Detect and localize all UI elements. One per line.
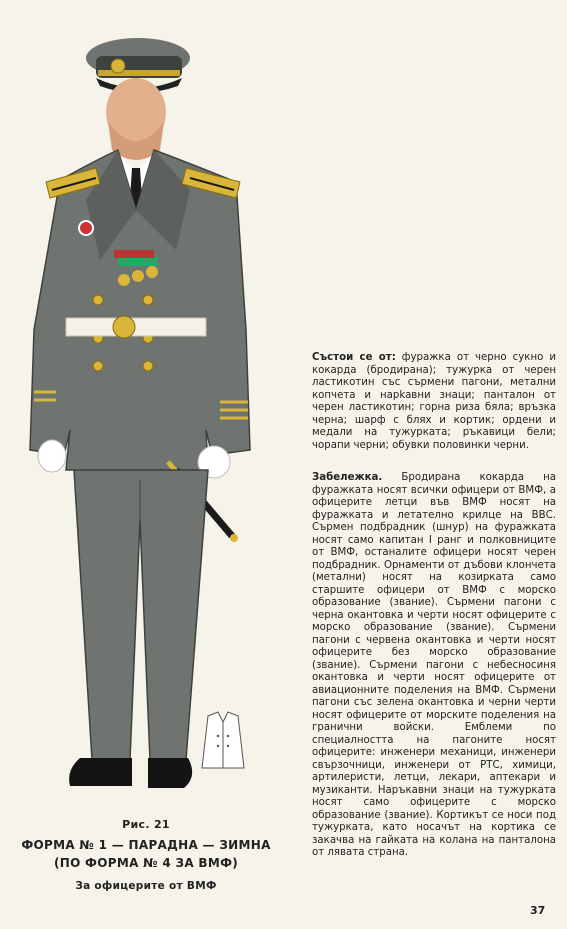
note-paragraph	[312, 472, 556, 860]
jacket-sketch-icon	[200, 710, 246, 772]
composition-heading: Състои се от:	[312, 352, 396, 363]
figure-subtitle: (ПО ФОРМА № 4 ЗА ВМФ)	[53, 856, 239, 870]
officer-uniform-illustration	[0, 0, 300, 820]
figure-title: ФОРМА № 1 — ПАРАДНА — ЗИМНА	[21, 838, 271, 852]
note-heading: Забележка.	[312, 472, 383, 483]
belt	[66, 316, 206, 338]
page-number: 37	[530, 904, 546, 917]
figure-number: Рис. 21	[122, 818, 170, 831]
note-text: Бродирана кокарда на фуражката носят всички офицери от ВМФ, а офицерите летци във ВМФ носят на фуражката и летателно крилце на ВВС. Сърмен подбрадник (шнур) на фуражката носят само капитан I ранг и полковниците от ВМФ, останалите офицери носят черен подбрадник. Орнаменти от дъбови клончета (метални) носят на козирката само старшите офицери от ВМФ с морско образование (звание). Сърмени пагони с черна окантовка и черти носят офицерите с морско образование (звание). Сърмени пагони с червена окантовка и черти носят офицерите без морско образование (звание). Сърмени пагони с небесносиня окантовка и черти носят офицерите от авиационните поделения на ВМФ. Сърмени пагони със зелена окантовка и черни черти носят офицерите от морските поделения на гранични войски. Емблеми по специалността на пагоните носят офицерите: инженери механици, инженери свързочници, инженери от РТС, химици, артилеристи, летци, лекари, аптекари и музиканти. Наръкавни знаци на тужурката носят само офицерите с морско образование (звание). Кортикът се носи под тужурката, като носачът на кортика се закачва на гайката на колана на панталона от лявата страна.	[312, 472, 556, 858]
trousers	[74, 470, 208, 760]
composition-paragraph	[312, 352, 556, 452]
composition-text: фуражка от черно сукно и кокарда (бродирана); тужурка от черен ластикотин със сърмени пагони, метални копчета и нарkaвни знаци; панталон от черен ластикотин; горна риза бяла; връзка черна; шарф с блях и кортик; ордени и медали на тужурката; ръкавици бели; чорапи черни; обувки половинки черни.	[312, 352, 556, 451]
figure-audience: За офицерите от ВМФ	[75, 880, 217, 892]
